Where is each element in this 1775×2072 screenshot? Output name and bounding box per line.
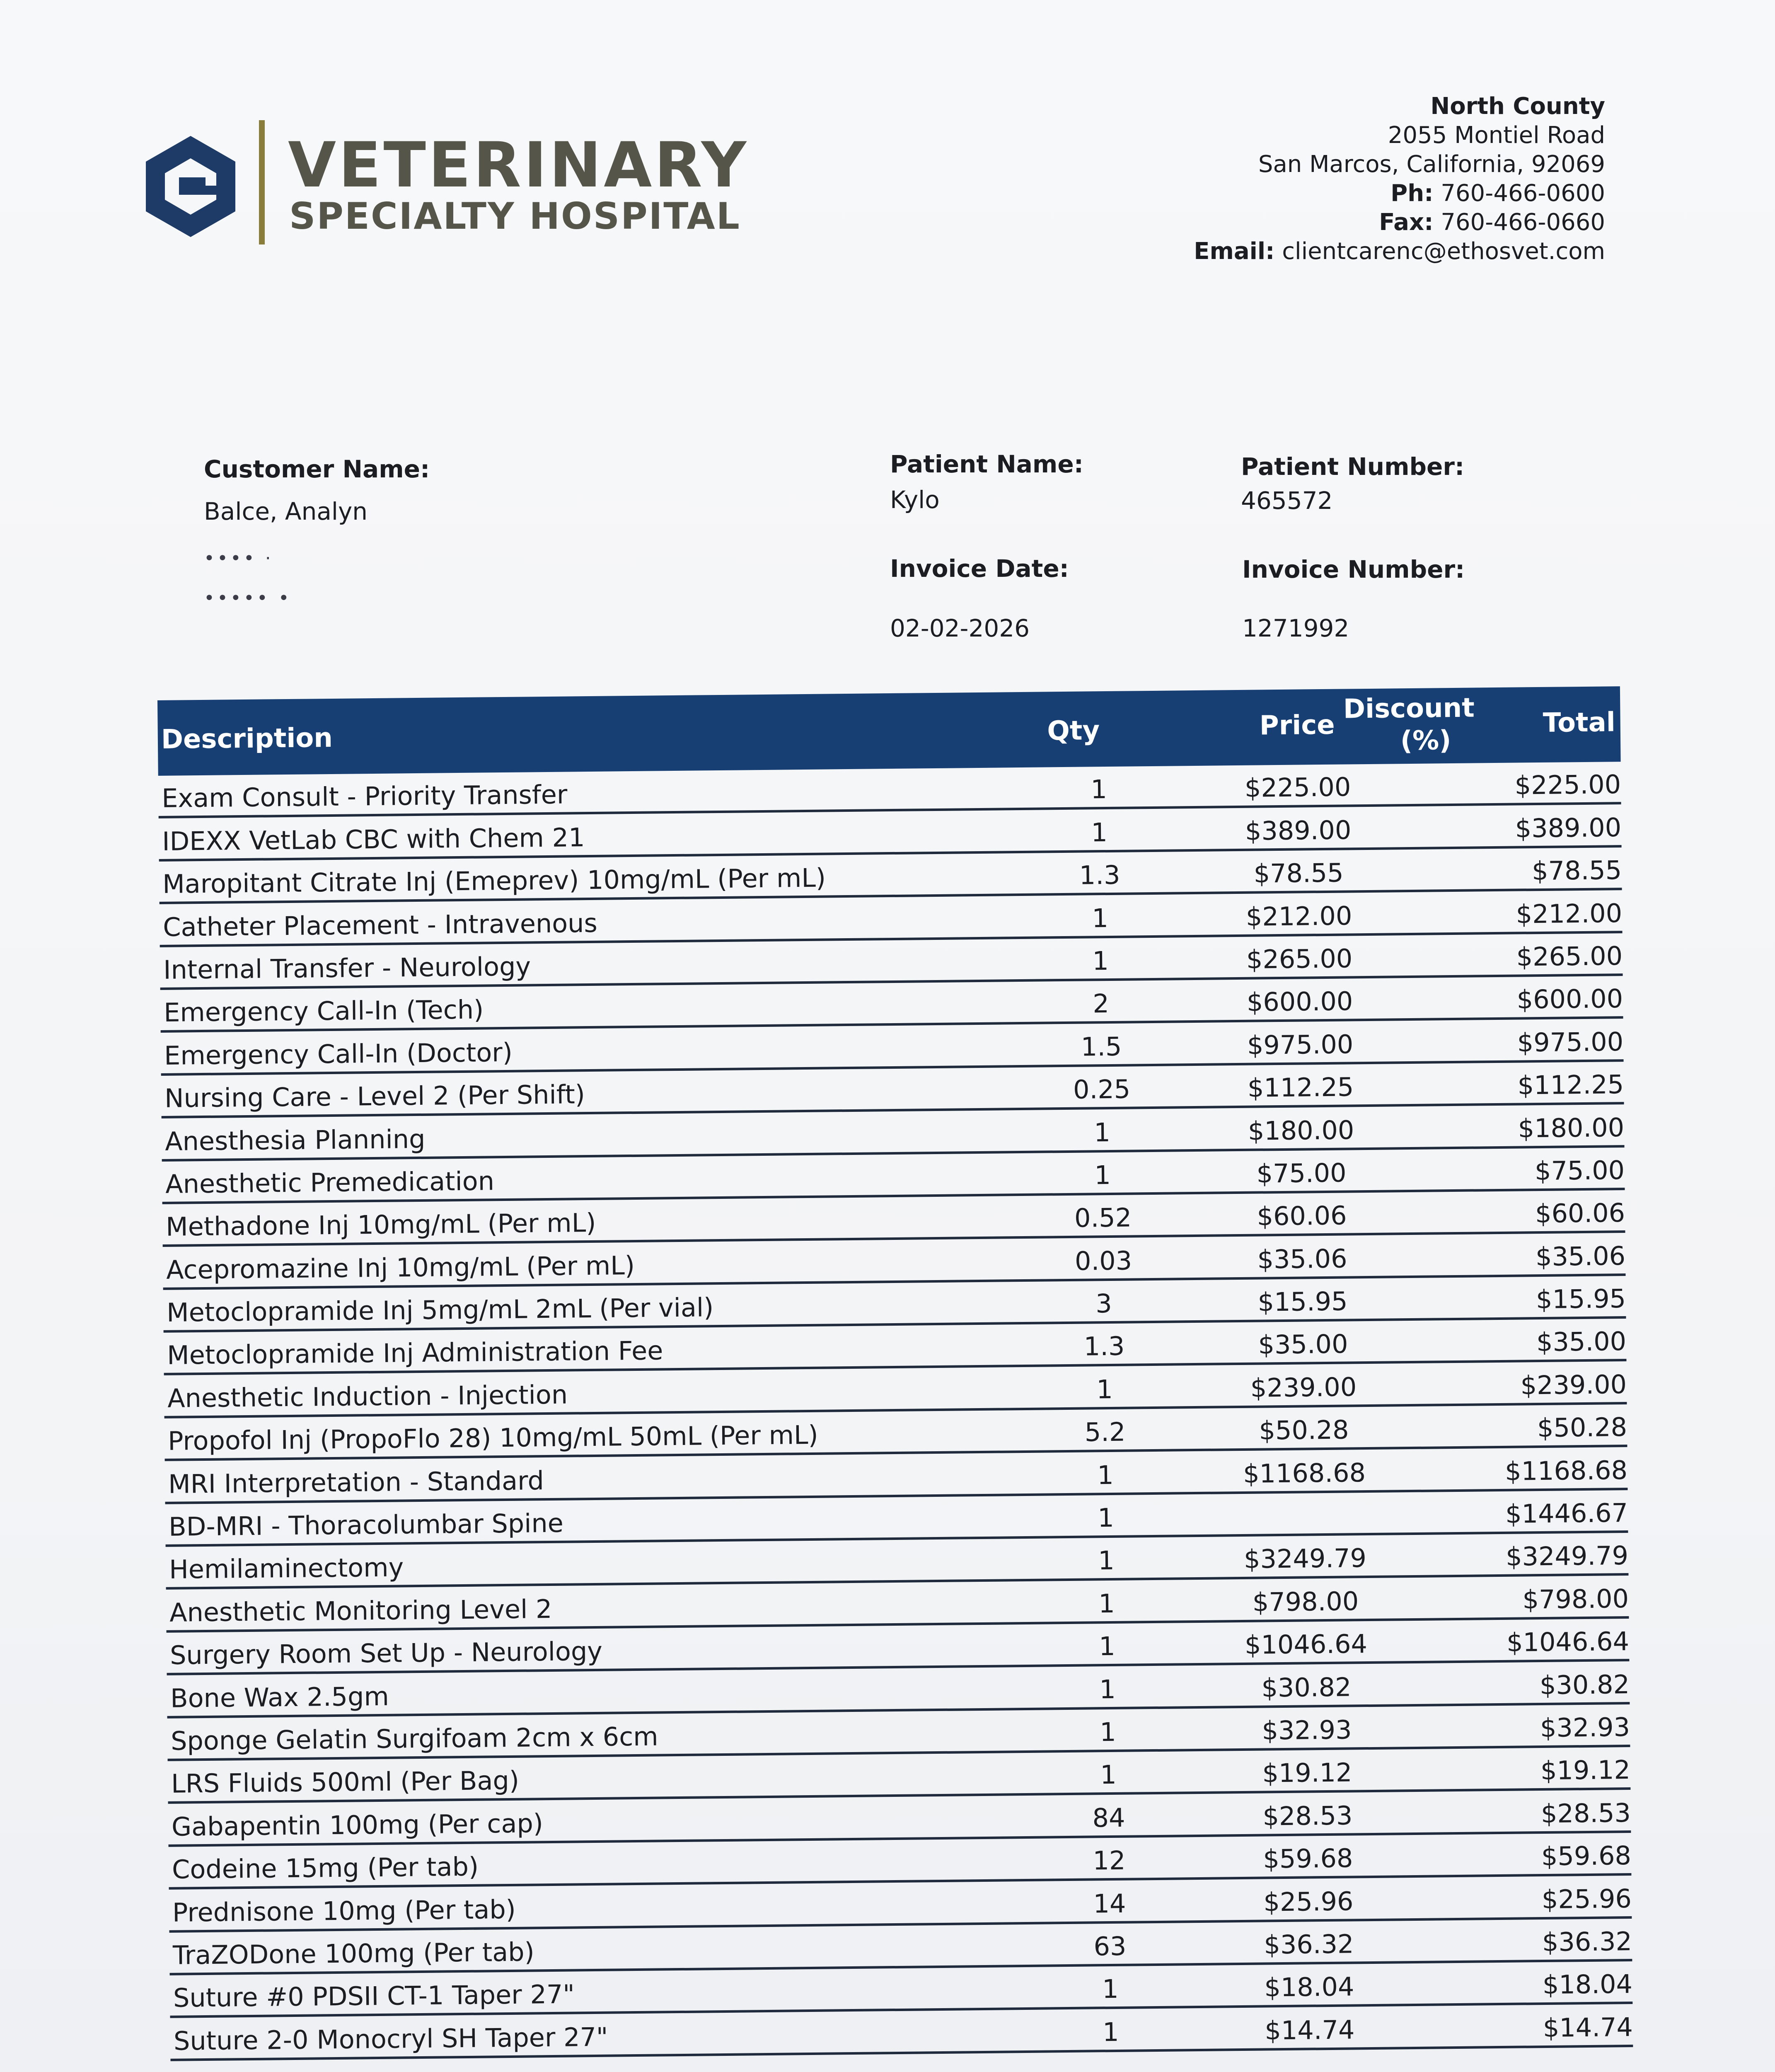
logo-divider — [259, 120, 265, 244]
row-price: $60.06 — [1257, 1200, 1347, 1232]
row-price: $35.06 — [1257, 1243, 1347, 1275]
row-qty: 1 — [1100, 1760, 1117, 1790]
phone-label: Ph: — [1390, 180, 1434, 207]
customer-name-value: Balce, Analyn — [204, 497, 368, 525]
invoice-date-value: 02-02-2026 — [890, 614, 1030, 642]
row-total: $50.28 — [1537, 1412, 1627, 1443]
clinic-email: clientcarenc@ethosvet.com — [1282, 238, 1605, 265]
row-qty: 63 — [1093, 1931, 1127, 1962]
clinic-location: North County — [1430, 93, 1605, 120]
customer-name-label: Customer Name: — [204, 455, 430, 483]
row-description: Sponge Gelatin Surgifoam 2cm x 6cm — [170, 1721, 658, 1756]
row-price: $180.00 — [1248, 1114, 1354, 1146]
header-description: Description — [161, 722, 333, 755]
row-total: $180.00 — [1518, 1112, 1625, 1144]
row-qty: 1 — [1102, 2016, 1120, 2047]
row-price: $25.96 — [1263, 1886, 1354, 1917]
row-qty: 12 — [1093, 1845, 1126, 1876]
row-description: Codeine 15mg (Per tab) — [172, 1851, 479, 1885]
row-description: Internal Transfer - Neurology — [163, 951, 531, 985]
table-header — [157, 686, 1621, 776]
row-price: $36.32 — [1264, 1929, 1354, 1960]
row-qty: 1 — [1097, 1502, 1115, 1533]
row-price: $3249.79 — [1243, 1543, 1367, 1575]
row-total: $25.96 — [1541, 1883, 1632, 1915]
clinic-street: 2055 Montiel Road — [1388, 122, 1605, 149]
row-total: $1046.64 — [1506, 1626, 1630, 1658]
clinic-email-line — [859, 237, 1605, 266]
row-qty: 1 — [1098, 1545, 1115, 1576]
row-total: $35.06 — [1535, 1240, 1626, 1272]
row-price: $78.55 — [1253, 857, 1344, 889]
row-description: Hemilaminectomy — [169, 1552, 404, 1585]
row-total: $28.53 — [1540, 1797, 1631, 1829]
row-total: $36.32 — [1542, 1926, 1632, 1957]
row-total: $798.00 — [1522, 1583, 1629, 1615]
row-qty: 1 — [1091, 817, 1108, 848]
redacted-line-2: ••••• • — [204, 588, 292, 609]
logo-subtitle: SPECIALTY HOSPITAL — [289, 195, 741, 237]
row-qty: 1.3 — [1079, 859, 1120, 891]
row-total: $75.00 — [1534, 1155, 1625, 1186]
row-qty: 1 — [1098, 1631, 1116, 1662]
row-description: MRI Interpretation - Standard — [168, 1465, 544, 1499]
row-qty: 1 — [1092, 945, 1109, 976]
row-qty: 1 — [1097, 1460, 1114, 1490]
fax-label: Fax: — [1379, 209, 1434, 236]
table-body — [158, 762, 1633, 2061]
row-total: $225.00 — [1514, 769, 1621, 801]
hospital-logo — [141, 120, 762, 253]
row-price: $600.00 — [1246, 986, 1353, 1018]
row-total: $15.95 — [1536, 1283, 1626, 1315]
row-description: Surgery Room Set Up - Neurology — [169, 1636, 603, 1671]
row-price: $239.00 — [1250, 1372, 1357, 1403]
email-label: Email: — [1194, 238, 1275, 265]
row-price: $35.00 — [1258, 1329, 1348, 1360]
row-description: IDEXX VetLab CBC with Chem 21 — [162, 822, 585, 857]
row-total: $239.00 — [1520, 1369, 1627, 1401]
row-total: $975.00 — [1517, 1026, 1624, 1058]
invoice-number-value: 1271992 — [1242, 614, 1349, 642]
row-total: $60.06 — [1535, 1198, 1625, 1229]
row-total: $265.00 — [1516, 941, 1623, 972]
invoice-table — [157, 686, 1633, 2061]
row-description: Methadone Inj 10mg/mL (Per mL) — [165, 1208, 596, 1242]
row-price: $75.00 — [1256, 1157, 1347, 1189]
clinic-phone: 760-466-0600 — [1441, 180, 1605, 207]
row-description: BD-MRI - Thoracolumbar Spine — [168, 1508, 564, 1542]
row-description: Suture 2-0 Monocryl SH Taper 27" — [173, 2021, 608, 2056]
row-price: $59.68 — [1263, 1843, 1353, 1874]
row-description: Emergency Call-In (Tech) — [163, 994, 484, 1028]
row-qty: 0.25 — [1073, 1074, 1131, 1105]
row-price: $975.00 — [1247, 1029, 1354, 1060]
row-total: $18.04 — [1542, 1969, 1633, 2000]
row-description: Metoclopramide Inj Administration Fee — [167, 1335, 663, 1371]
clinic-phone-line — [859, 179, 1605, 208]
clinic-city: San Marcos, California, 92069 — [1258, 151, 1605, 178]
row-description: Exam Consult - Priority Transfer — [161, 779, 568, 814]
row-description: Propofol Inj (PropoFlo 28) 10mg/mL 50mL (Per mL) — [167, 1420, 819, 1457]
row-price: $1046.64 — [1244, 1629, 1368, 1661]
row-description: Emergency Call-In (Doctor) — [164, 1037, 513, 1071]
row-price: $112.25 — [1247, 1072, 1354, 1103]
row-price: $15.95 — [1257, 1286, 1348, 1317]
row-total: $112.25 — [1517, 1069, 1624, 1101]
row-price: $1168.68 — [1243, 1457, 1366, 1489]
header-price: Price — [1259, 709, 1335, 741]
row-description: Metoclopramide Inj 5mg/mL 2mL (Per vial) — [166, 1292, 714, 1328]
row-description: Prednisone 10mg (Per tab) — [172, 1894, 516, 1928]
invoice-number-label: Invoice Number: — [1242, 555, 1465, 583]
row-qty: 1 — [1094, 1117, 1111, 1147]
row-qty: 1.3 — [1083, 1331, 1125, 1362]
row-description: Anesthesia Planning — [164, 1123, 426, 1157]
row-price: $265.00 — [1246, 943, 1353, 975]
row-price: $50.28 — [1259, 1414, 1349, 1446]
row-price: $389.00 — [1245, 815, 1352, 846]
patient-name-label: Patient Name: — [890, 450, 1083, 478]
row-price: $32.93 — [1262, 1714, 1352, 1746]
invoice-date-label: Invoice Date: — [890, 554, 1069, 583]
row-description: TraZODone 100mg (Per tab) — [172, 1936, 535, 1970]
row-price: $14.74 — [1265, 2014, 1355, 2046]
row-price: $18.04 — [1264, 1971, 1354, 2003]
row-total: $30.82 — [1539, 1669, 1630, 1700]
row-qty: 1 — [1094, 1159, 1111, 1191]
row-total: $1168.68 — [1504, 1455, 1628, 1486]
row-total: $389.00 — [1515, 812, 1622, 844]
row-total: $78.55 — [1531, 855, 1622, 886]
row-price: $212.00 — [1245, 900, 1352, 932]
row-description: Bone Wax 2.5gm — [170, 1681, 389, 1714]
row-total: $19.12 — [1540, 1755, 1631, 1786]
row-description: Gabapentin 100mg (Per cap) — [171, 1808, 544, 1842]
patient-number-value: 465572 — [1241, 487, 1333, 515]
row-price: $225.00 — [1244, 772, 1351, 804]
row-description: Maropitant Citrate Inj (Emeprev) 10mg/mL (Per mL) — [162, 862, 826, 900]
row-description: Nursing Care - Level 2 (Per Shift) — [164, 1079, 585, 1114]
row-qty: 1 — [1099, 1674, 1116, 1704]
redacted-line-1: •••• · — [204, 548, 273, 569]
row-total: $1446.67 — [1505, 1498, 1628, 1529]
row-price: $30.82 — [1261, 1672, 1352, 1703]
row-description: LRS Fluids 500ml (Per Bag) — [171, 1765, 520, 1799]
row-total: $600.00 — [1516, 983, 1623, 1015]
row-qty: 5.2 — [1084, 1416, 1126, 1447]
row-qty: 1 — [1092, 903, 1109, 933]
row-qty: 3 — [1095, 1288, 1112, 1319]
row-price: $19.12 — [1262, 1757, 1352, 1789]
row-total: $14.74 — [1543, 2011, 1633, 2043]
row-qty: 14 — [1093, 1888, 1126, 1919]
row-description: Anesthetic Monitoring Level 2 — [169, 1593, 552, 1628]
row-qty: 1 — [1102, 1974, 1119, 2004]
row-qty: 1 — [1098, 1588, 1115, 1619]
row-qty: 1.5 — [1081, 1031, 1122, 1062]
row-description: Catheter Placement - Intravenous — [162, 908, 598, 942]
row-total: $32.93 — [1540, 1711, 1630, 1743]
row-total: $35.00 — [1536, 1326, 1627, 1358]
header-discount-unit: (%) — [1400, 725, 1451, 757]
patient-number-label: Patient Number: — [1241, 453, 1465, 481]
row-description: Acepromazine Inj 10mg/mL (Per mL) — [166, 1250, 635, 1285]
row-qty: 0.03 — [1074, 1245, 1132, 1276]
row-qty: 84 — [1092, 1802, 1125, 1833]
header-total: Total — [1543, 707, 1616, 738]
logo-e-mark-icon — [141, 133, 240, 240]
row-total: $59.68 — [1541, 1840, 1632, 1872]
header-qty: Qty — [1047, 715, 1100, 747]
clinic-address — [859, 92, 1605, 266]
clinic-fax-line — [859, 208, 1605, 237]
patient-name-value: Kylo — [890, 486, 940, 514]
row-qty: 2 — [1093, 988, 1110, 1019]
row-description: Anesthetic Premedication — [165, 1166, 495, 1199]
row-price — [1226, 1530, 1383, 1532]
row-total: $3249.79 — [1505, 1540, 1629, 1572]
clinic-fax: 760-466-0660 — [1441, 209, 1605, 236]
row-description: Anesthetic Induction - Injection — [167, 1379, 568, 1414]
row-price: $28.53 — [1262, 1800, 1353, 1832]
row-price: $798.00 — [1252, 1586, 1359, 1617]
logo-title: VETERINARY — [288, 129, 749, 201]
row-total: $212.00 — [1516, 898, 1623, 929]
row-qty: 0.52 — [1074, 1202, 1132, 1234]
row-qty: 1 — [1099, 1716, 1117, 1748]
row-qty: 1 — [1091, 774, 1108, 805]
row-qty: 1 — [1096, 1374, 1113, 1405]
row-description: Suture #0 PDSII CT-1 Taper 27" — [173, 1979, 575, 2014]
header-discount: Discount — [1343, 692, 1475, 725]
